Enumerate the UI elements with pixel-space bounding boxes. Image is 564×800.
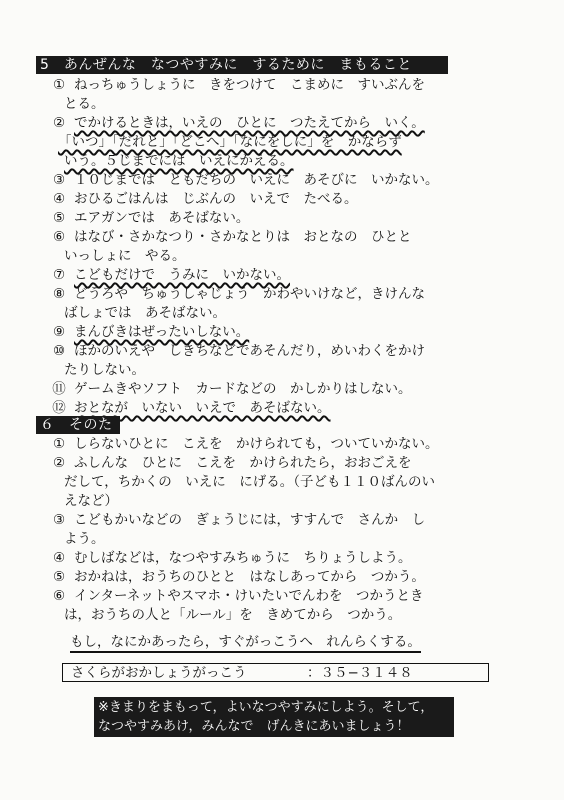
item-text: ほかのいえや しきちなどであそんだり，めいわくをかけ [74, 343, 425, 359]
item-number: ⑤ [52, 210, 66, 226]
other-item-6-cont: は，おうちの人と「ルール」を きめてから つかう。 [64, 607, 402, 623]
item-text: むしばなどは，なつやすみちゅうに ちりょうしよう。 [74, 550, 412, 566]
phone-number: ：３５−３１４８ [307, 665, 413, 681]
item-text: ゲームきやソフト カードなどの かしかりはしない。 [74, 381, 412, 397]
notice-line-2: なつやすみあけ，みんなで げんきにあいましょう！ [98, 719, 410, 734]
item-text: １０じまでは ともだちの いえに あそびに いかない。 [74, 172, 439, 188]
notice-line-1: ※きまりをまもって，よいなつやすみにしよう。そして， [98, 700, 434, 715]
item-text: ねっちゅうしょうに きをつけて こまめに すいぶんを [74, 77, 425, 93]
item-text: インターネットやスマホ・けいたいでんわを つかうとき [74, 588, 424, 604]
item-number: ① [52, 436, 66, 452]
other-item-3-cont: よう。 [64, 531, 105, 547]
contact-instruction [70, 633, 421, 652]
item-number: ⑩ [52, 343, 66, 359]
item-number: ⑫ [52, 400, 66, 416]
item-text: エアガンでは あそばない。 [74, 210, 250, 226]
other-item-2-cont2: えなど） [64, 493, 118, 509]
item-number: ③ [52, 512, 66, 528]
item-text: こどもだけで うみに いかない。 [74, 267, 290, 283]
item-text: おひるごはんは じぶんの いえで たべる。 [74, 191, 358, 207]
closing-notice [94, 697, 454, 737]
item-number: ③ [52, 172, 66, 188]
rule-item-8-cont: ばしょでは あそばない。 [64, 305, 226, 321]
school-name: さくらがおかしょうがっこう [71, 665, 247, 681]
section6-title: ６ そのた [36, 416, 120, 434]
contact-instruction-text: もし，なにかあったら，すぐがっこうへ れんらくする。 [70, 634, 421, 653]
item-number: ④ [52, 191, 66, 207]
item-number: ④ [52, 550, 66, 566]
item-text: ふしんな ひとに こえを かけられたら，おおごえを [74, 455, 412, 471]
item-text: どうろや ちゅうしゃじょう かわやいけなど，きけんな [74, 286, 425, 302]
contact-box [62, 663, 489, 682]
item-number: ⑨ [52, 324, 66, 340]
item-number: ② [52, 455, 66, 471]
other-item-2-cont1: だして，ちかくの いえに にげる。（子ども１１０ばんのい [64, 474, 435, 490]
item-number: ② [52, 115, 66, 131]
item-number: ① [52, 77, 66, 93]
item-text: こどもかいなどの ぎょうじには，すすんで さんか し [74, 512, 426, 528]
rule-item-10-cont: たりしない。 [64, 362, 145, 378]
item-text: まんびきはぜったいしない。 [74, 324, 250, 340]
rule-item-2-cont2: いう。５じまでには いえにかえる。 [64, 153, 294, 169]
rule-item-2-cont1: 「いつ」「だれと」「どこへ」「なにをしに」を かならず [58, 134, 402, 150]
item-number: ⑦ [52, 267, 66, 283]
item-number: ⑥ [52, 229, 66, 245]
item-text: しらないひとに こえを かけられても，ついていかない。 [74, 436, 439, 452]
rule-item-1-cont: とる。 [64, 96, 105, 112]
rule-item-6-cont: いっしょに やる。 [64, 248, 186, 264]
item-text: おとなが いない いえで あそばない。 [74, 400, 331, 416]
item-text: でかけるときは，いえの ひとに つたえてから いく。 [74, 115, 425, 131]
item-number: ⑪ [52, 381, 66, 397]
section5-title: 5 あんぜんな なつやすみに するために まもること [36, 56, 448, 74]
item-number: ⑤ [52, 569, 66, 585]
item-text: はなび・さかなつり・さかなとりは おとなの ひとと [74, 229, 412, 245]
item-number: ⑥ [52, 588, 66, 604]
item-text: おかねは，おうちのひとと はなしあってから つかう。 [74, 569, 425, 585]
item-number: ⑧ [52, 286, 66, 302]
